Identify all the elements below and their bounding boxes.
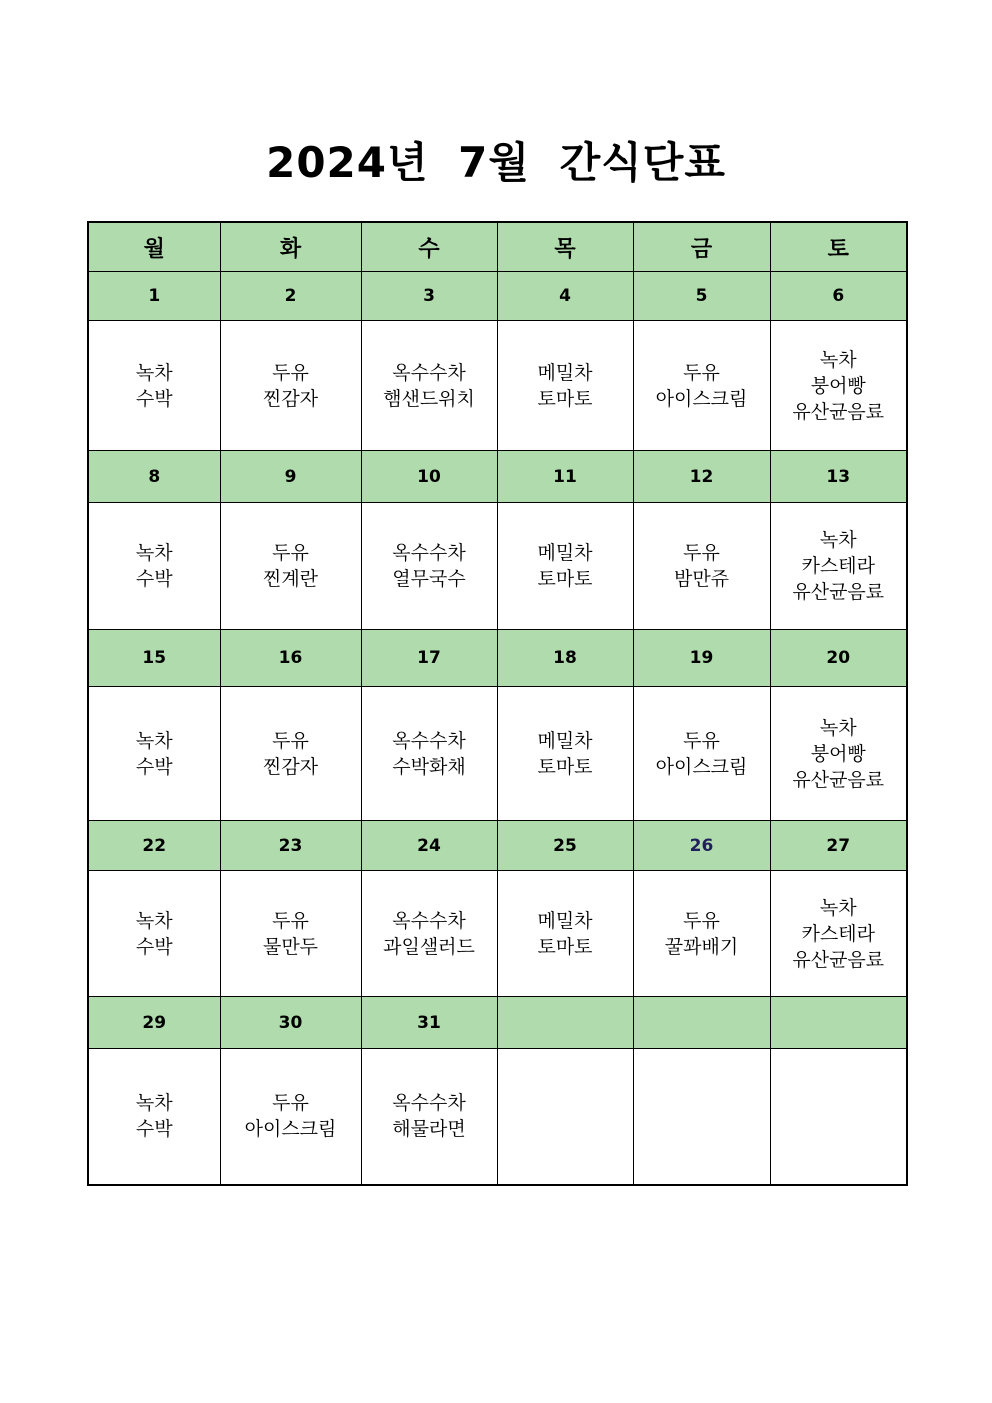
meal-item: 유산균음료 (792, 581, 885, 603)
meal-item: 두유 (272, 729, 309, 752)
weekday-header: 목 (497, 222, 633, 272)
meal-item: 아이스크림 (655, 387, 748, 410)
date-row (88, 630, 907, 687)
meal-cell (770, 871, 907, 997)
date-cell: 30 (220, 997, 361, 1049)
meal-row (88, 321, 907, 451)
date-cell: 22 (88, 821, 220, 871)
meal-item: 메밀차 (537, 909, 593, 932)
meal-cell (633, 687, 770, 821)
meal-cell-empty (633, 1049, 770, 1185)
meal-cell (497, 503, 633, 630)
date-row (88, 451, 907, 503)
meal-item: 수박 (135, 1118, 173, 1141)
meal-cell (220, 1049, 361, 1185)
date-cell: 27 (770, 821, 907, 871)
weekday-header: 수 (361, 222, 497, 272)
meal-item: 옥수수차 (392, 1092, 466, 1115)
meal-cell (220, 321, 361, 451)
meal-item: 녹차 (819, 716, 857, 739)
meal-item: 찐감자 (262, 755, 319, 778)
meal-cell (497, 687, 633, 821)
meal-item: 유산균음료 (792, 400, 885, 423)
meal-row (88, 1049, 907, 1185)
meal-item: 두유 (272, 542, 309, 564)
meal-cell (220, 871, 361, 997)
meal-item: 옥수수차 (392, 909, 466, 932)
meal-item: 열무국수 (392, 568, 466, 590)
meal-item: 아이스크림 (244, 1118, 337, 1141)
meal-row (88, 687, 907, 821)
date-row (88, 821, 907, 871)
meal-cell-empty (497, 1049, 633, 1185)
meal-cell (497, 871, 633, 997)
meal-item: 수박 (135, 387, 173, 410)
meal-cell (361, 871, 497, 997)
date-cell: 15 (88, 630, 220, 687)
date-row (88, 997, 907, 1049)
date-cell: 20 (770, 630, 907, 687)
meal-cell (88, 1049, 220, 1185)
meal-item: 수박 (135, 568, 173, 590)
meal-cell (220, 503, 361, 630)
meal-item: 토마토 (537, 755, 593, 778)
meal-item: 과일샐러드 (383, 935, 475, 958)
weekday-header: 월 (88, 222, 220, 272)
meal-cell (633, 321, 770, 451)
date-cell: 5 (633, 272, 770, 321)
meal-item: 메밀차 (537, 361, 593, 384)
meal-item: 녹차 (135, 909, 173, 932)
meal-cell (88, 871, 220, 997)
date-cell: 17 (361, 630, 497, 687)
meal-item: 녹차 (135, 729, 173, 752)
date-cell (497, 997, 633, 1049)
meal-item: 두유 (683, 542, 720, 564)
meal-item: 두유 (272, 909, 309, 932)
meal-item: 토마토 (537, 387, 593, 410)
date-cell: 1 (88, 272, 220, 321)
date-cell: 18 (497, 630, 633, 687)
weekday-header: 화 (220, 222, 361, 272)
weekday-header-row (88, 222, 907, 272)
page-title: 2024년 7월 간식단표 (266, 138, 726, 187)
meal-item: 녹차 (135, 361, 173, 384)
date-cell: 11 (497, 451, 633, 503)
meal-item: 찐감자 (262, 387, 319, 410)
meal-item: 수박 (135, 755, 173, 778)
meal-item: 녹차 (135, 542, 173, 564)
date-cell: 16 (220, 630, 361, 687)
date-cell: 26 (633, 821, 770, 871)
date-cell: 8 (88, 451, 220, 503)
meal-cell (361, 321, 497, 451)
meal-cell (770, 687, 907, 821)
meal-cell-empty (770, 1049, 907, 1185)
meal-item: 햄샌드위치 (383, 387, 475, 410)
meal-item: 옥수수차 (392, 361, 466, 384)
date-row (88, 272, 907, 321)
meal-item: 두유 (272, 1092, 309, 1115)
meal-item: 유산균음료 (792, 948, 885, 971)
meal-item: 녹차 (819, 529, 857, 551)
meal-item: 두유 (683, 361, 720, 384)
meal-item: 아이스크림 (655, 755, 748, 778)
date-cell: 13 (770, 451, 907, 503)
meal-cell (361, 503, 497, 630)
meal-item: 붕어빵 (810, 742, 866, 765)
meal-cell (361, 1049, 497, 1185)
date-cell: 29 (88, 997, 220, 1049)
date-cell: 9 (220, 451, 361, 503)
meal-item: 토마토 (537, 568, 593, 590)
meal-item: 꿀꽈배기 (664, 935, 739, 958)
meal-item: 카스테라 (801, 555, 875, 577)
date-cell (770, 997, 907, 1049)
meal-item: 수박화채 (392, 755, 466, 778)
date-cell: 31 (361, 997, 497, 1049)
meal-item: 물만두 (262, 935, 319, 958)
meal-item: 옥수수차 (392, 729, 466, 752)
meal-item: 녹차 (819, 348, 857, 371)
snack-menu-table (87, 221, 908, 1186)
meal-row (88, 503, 907, 630)
meal-item: 수박 (135, 935, 173, 958)
date-cell: 19 (633, 630, 770, 687)
meal-cell (497, 321, 633, 451)
meal-row (88, 871, 907, 997)
meal-cell (633, 503, 770, 630)
meal-item: 두유 (272, 361, 309, 384)
date-cell: 4 (497, 272, 633, 321)
date-cell: 2 (220, 272, 361, 321)
meal-cell (770, 503, 907, 630)
meal-item: 붕어빵 (810, 374, 866, 397)
date-cell: 3 (361, 272, 497, 321)
meal-item: 옥수수차 (392, 542, 466, 564)
meal-item: 해물라면 (392, 1118, 466, 1141)
meal-item: 메밀차 (537, 542, 593, 564)
meal-item: 녹차 (819, 896, 857, 919)
meal-cell (633, 871, 770, 997)
meal-item: 카스테라 (801, 922, 875, 945)
weekday-header: 토 (770, 222, 907, 272)
meal-item: 두유 (683, 729, 720, 752)
date-cell: 10 (361, 451, 497, 503)
meal-cell (361, 687, 497, 821)
meal-item: 두유 (683, 909, 720, 932)
meal-cell (770, 321, 907, 451)
meal-cell (88, 321, 220, 451)
meal-item: 녹차 (135, 1092, 173, 1115)
meal-item: 토마토 (537, 935, 593, 958)
date-cell: 12 (633, 451, 770, 503)
date-cell (633, 997, 770, 1049)
meal-item: 유산균음료 (792, 768, 885, 791)
meal-cell (88, 687, 220, 821)
date-cell: 6 (770, 272, 907, 321)
meal-item: 메밀차 (537, 729, 593, 752)
date-cell: 23 (220, 821, 361, 871)
meal-cell (88, 503, 220, 630)
weekday-header: 금 (633, 222, 770, 272)
date-cell: 24 (361, 821, 497, 871)
meal-item: 찐계란 (262, 568, 319, 590)
meal-item: 밤만쥬 (673, 568, 730, 590)
meal-cell (220, 687, 361, 821)
date-cell: 25 (497, 821, 633, 871)
